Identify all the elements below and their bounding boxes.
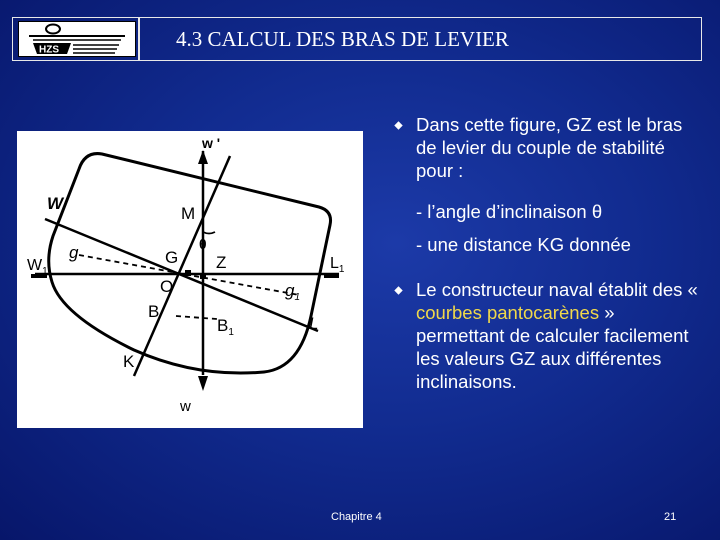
hull-outline — [49, 154, 331, 373]
label-G: G — [165, 248, 179, 267]
arrow-down-icon — [198, 376, 208, 391]
theta-arc — [203, 232, 215, 234]
label-B1: $B_1$ — [217, 316, 234, 338]
label-L1: $L_1$ — [330, 255, 345, 275]
bullet-marker-icon — [394, 286, 402, 294]
bullet-list — [394, 113, 704, 411]
ship-logo-icon — [19, 22, 135, 56]
bullet-2-text-post: » permettant de calculer facilement les valeurs GZ aux différentes inclinaisons. — [416, 302, 689, 392]
title-bar — [12, 17, 702, 61]
sub-item-2: - une distance KG donnée — [416, 234, 631, 255]
slide-title: 4.3 CALCUL DES BRAS DE LEVIER — [176, 27, 509, 51]
label-K: K — [123, 352, 135, 371]
label-W1: $W_1$ — [27, 257, 48, 277]
label-O: O — [160, 277, 174, 296]
footer-page-number: 21 — [664, 511, 677, 523]
label-M: M — [181, 204, 196, 223]
label-theta: θ — [199, 236, 207, 252]
dashed-b-line — [176, 316, 217, 319]
arrow-up-icon — [198, 150, 208, 164]
label-g1: $g_1$ — [285, 281, 301, 303]
label-Z: Z — [216, 253, 227, 272]
footer-chapter: Chapitre 4 — [331, 511, 382, 523]
bullet-1-text: Dans cette figure, GZ est le bras de levier du couple de stabilité pour : — [416, 114, 683, 181]
bullet-marker-icon — [394, 121, 402, 129]
label-g: g — [69, 243, 79, 262]
bullet-item-2 — [394, 278, 704, 393]
stability-diagram-svg — [17, 131, 363, 428]
stability-diagram — [17, 131, 363, 428]
bullet-2-text-pre: Le constructeur naval établit des « — [416, 279, 698, 300]
label-L: L — [309, 314, 319, 333]
logo-text: HZS — [39, 44, 59, 56]
bullet-item-1 — [394, 113, 704, 182]
title-separator — [138, 18, 140, 60]
bullet-2-highlight: courbes pantocarènes — [416, 302, 600, 323]
label-W: W — [47, 194, 64, 213]
label-w-prime: w ' — [202, 135, 221, 151]
sub-item-1: - l’angle d’inclinaison θ — [416, 201, 603, 222]
label-B: B — [148, 302, 160, 321]
label-w: w — [180, 398, 191, 415]
logo — [18, 21, 136, 57]
